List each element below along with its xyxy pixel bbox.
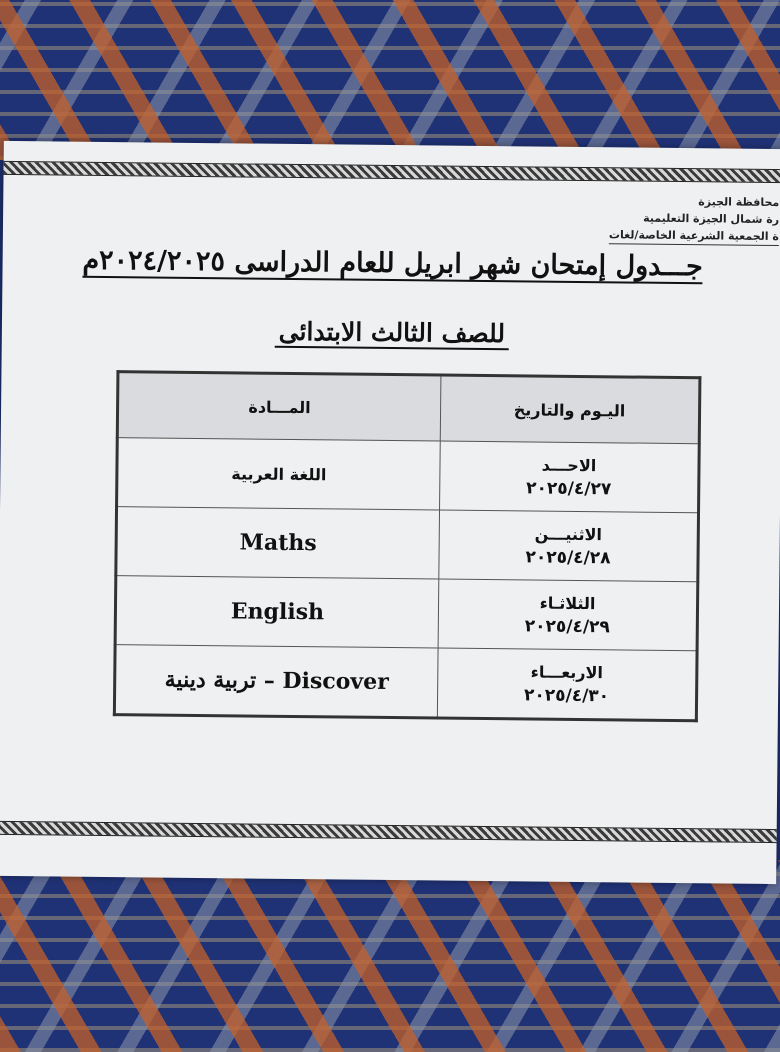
date-cell	[438, 579, 698, 651]
header-subject: المـــادة	[117, 372, 441, 441]
directorate-label: رة شمال الجيزة التعليمية	[643, 211, 780, 227]
date-cell	[439, 510, 699, 582]
governorate-label: محافظة الجيزة	[698, 195, 780, 210]
table-row	[117, 438, 700, 513]
fabric-background-top	[0, 0, 780, 160]
subject-label: English	[230, 598, 325, 626]
table-row	[114, 645, 697, 721]
subject-label: اللغة العربية	[231, 463, 327, 484]
school-header	[539, 192, 780, 247]
subject-cell	[114, 645, 438, 718]
table-row	[116, 507, 699, 582]
decorative-border-bottom	[0, 821, 777, 843]
table-header-row	[117, 372, 700, 444]
subject-label: Maths	[239, 529, 317, 557]
date-label: ٢٠٢٥/٤/٣٠	[523, 684, 610, 706]
subject-cell	[117, 438, 441, 510]
decorative-border-top	[4, 161, 780, 183]
date-label: ٢٠٢٥/٤/٢٧	[526, 477, 612, 499]
schedule-title: جـــدول إمتحان شهر ابريل للعام الدراسى ٢٠٢٤/٢٠٢٥م	[82, 244, 703, 283]
day-label: الاربعـــاء	[530, 661, 604, 682]
subject-cell	[116, 507, 440, 579]
table-row	[115, 576, 698, 651]
day-label: الاحـــد	[541, 455, 597, 475]
grade-subtitle: للصف الثالث الابتدائى	[2, 314, 780, 351]
day-label: الاثنيـــن	[534, 524, 603, 544]
school-name-label: ة الجمعية الشرعية الخاصة/لغات	[609, 226, 779, 246]
subject-cell	[115, 576, 439, 648]
date-label: ٢٠٢٥/٤/٢٨	[525, 546, 611, 568]
date-cell	[437, 648, 697, 721]
exam-table	[113, 370, 702, 722]
subject-label: Discover – تربية دينية	[164, 666, 389, 695]
fabric-background-bottom	[0, 860, 780, 1052]
date-label: ٢٠٢٥/٤/٢٩	[524, 615, 610, 637]
day-label: الثلاثـاء	[539, 593, 596, 613]
date-cell	[440, 441, 700, 513]
exam-schedule-paper	[0, 141, 780, 884]
header-date: اليـوم والتاريخ	[440, 375, 700, 444]
